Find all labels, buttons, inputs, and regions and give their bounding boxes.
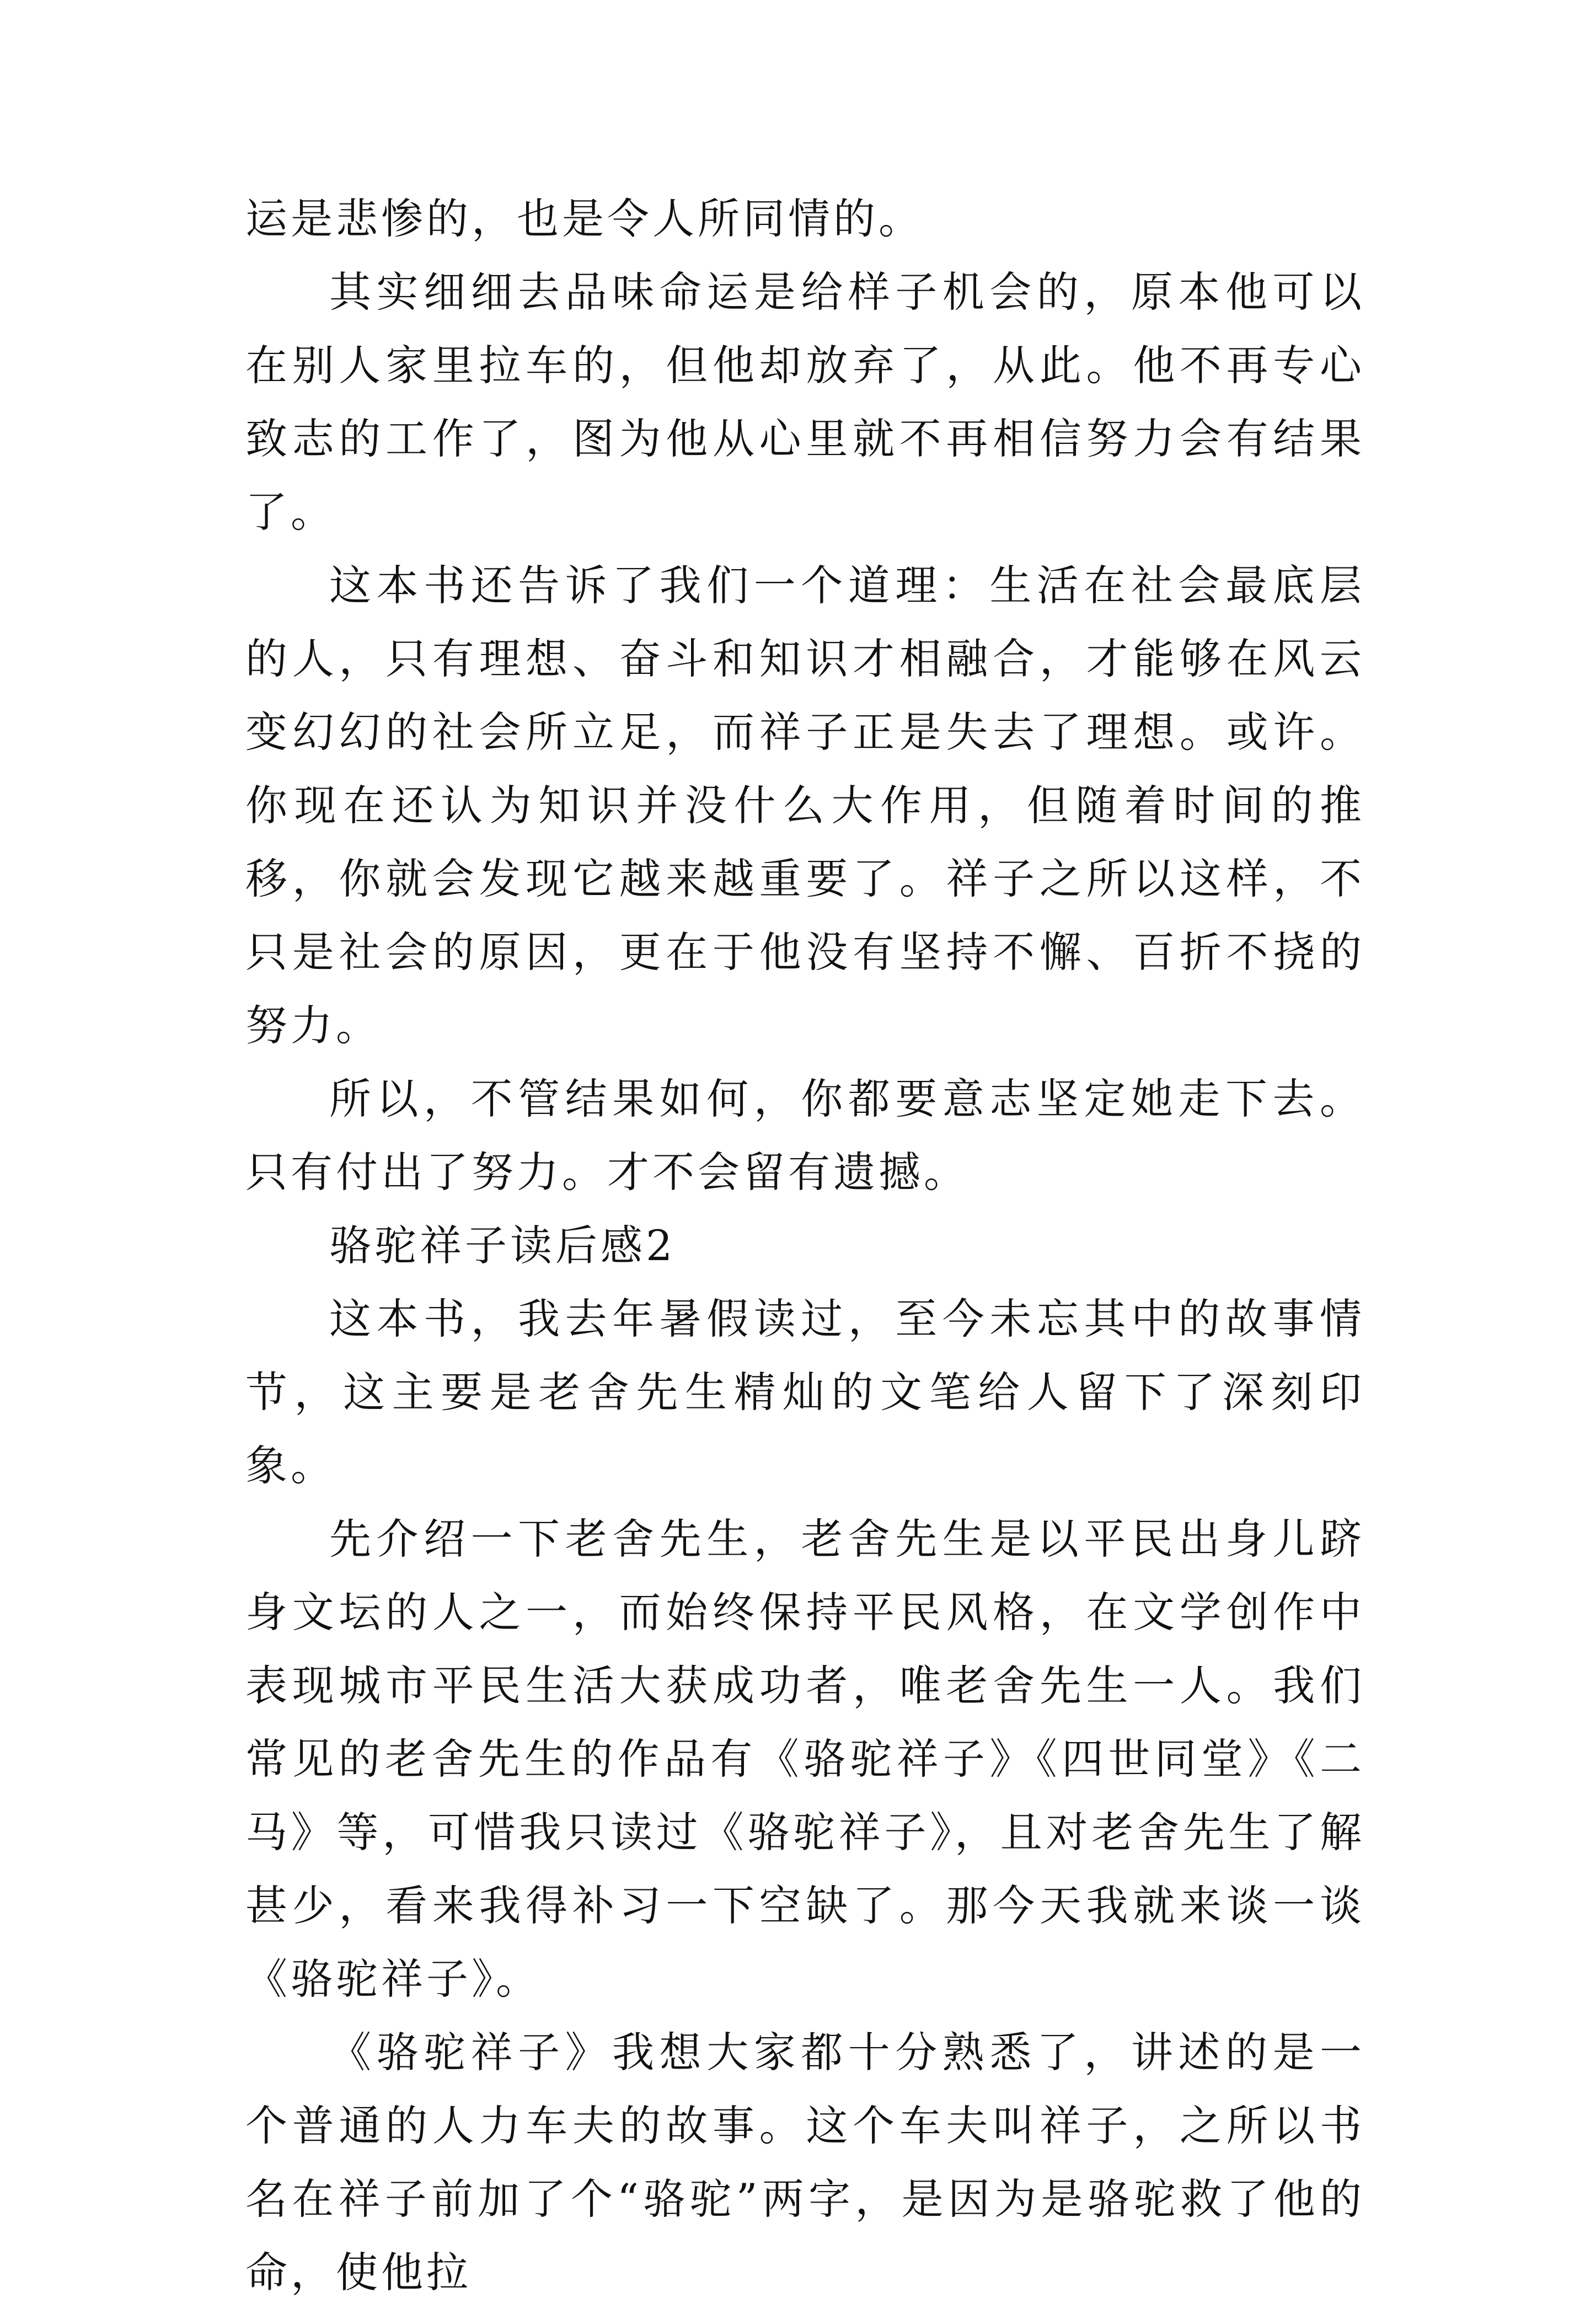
paragraph: 《骆驼祥子》我想大家都十分熟悉了，讲述的是一个普通的人力车夫的故事。这个车夫叫祥子，之所以书名在祥子前加了个“骆驼”两字，是因为是骆驼救了他的命，使他拉: [245, 2028, 1365, 2297]
section-heading: 骆驼祥子读后感2: [329, 1221, 676, 1270]
paragraph: 先介绍一下老舍先生，老舍先生是以平民出身儿跻身文坛的人之一，而始终保持平民风格，在文学创作中表现城市平民生活大获成功者，唯老舍先生一人。我们常见的老舍先生的作品有《骆驼祥子》《四世同堂》《二马》等，可惜我只读过《骆驼祥子》，且对老舍先生了解甚少，看来我得补习一下空缺了。那今天我就来谈一谈《骆驼祥子》。: [245, 1514, 1365, 2003]
paragraph: 其实细细去品味命运是给样子机会的，原本他可以在别人家里拉车的，但他却放弃了，从此。他不再专心致志的工作了，图为他从心里就不再相信努力会有结果了。: [245, 267, 1365, 537]
paragraph: 这本书，我去年暑假读过，至今未忘其中的故事情节，这主要是老舍先生精灿的文笔给人留下了深刻印象。: [245, 1294, 1365, 1490]
paragraph-continuation: 运是悲惨的，也是令人所同情的。: [245, 194, 924, 243]
paragraph: 这本书还告诉了我们一个道理：生活在社会最底层的人，只有理想、奋斗和知识才相融合，才能够在风云变幻幻的社会所立足，而祥子正是失去了理想。或许。你现在还认为知识并没什么大作用，但随着时间的推移，你就会发现它越来越重要了。祥子之所以这样，不只是社会的原因，更在于他没有坚持不懈、百折不挠的努力。: [245, 561, 1365, 1050]
paragraph: 所以，不管结果如何，你都要意志坚定她走下去。只有付出了努力。才不会留有遗撼。: [245, 1074, 1365, 1197]
document-body: [245, 182, 1365, 2309]
